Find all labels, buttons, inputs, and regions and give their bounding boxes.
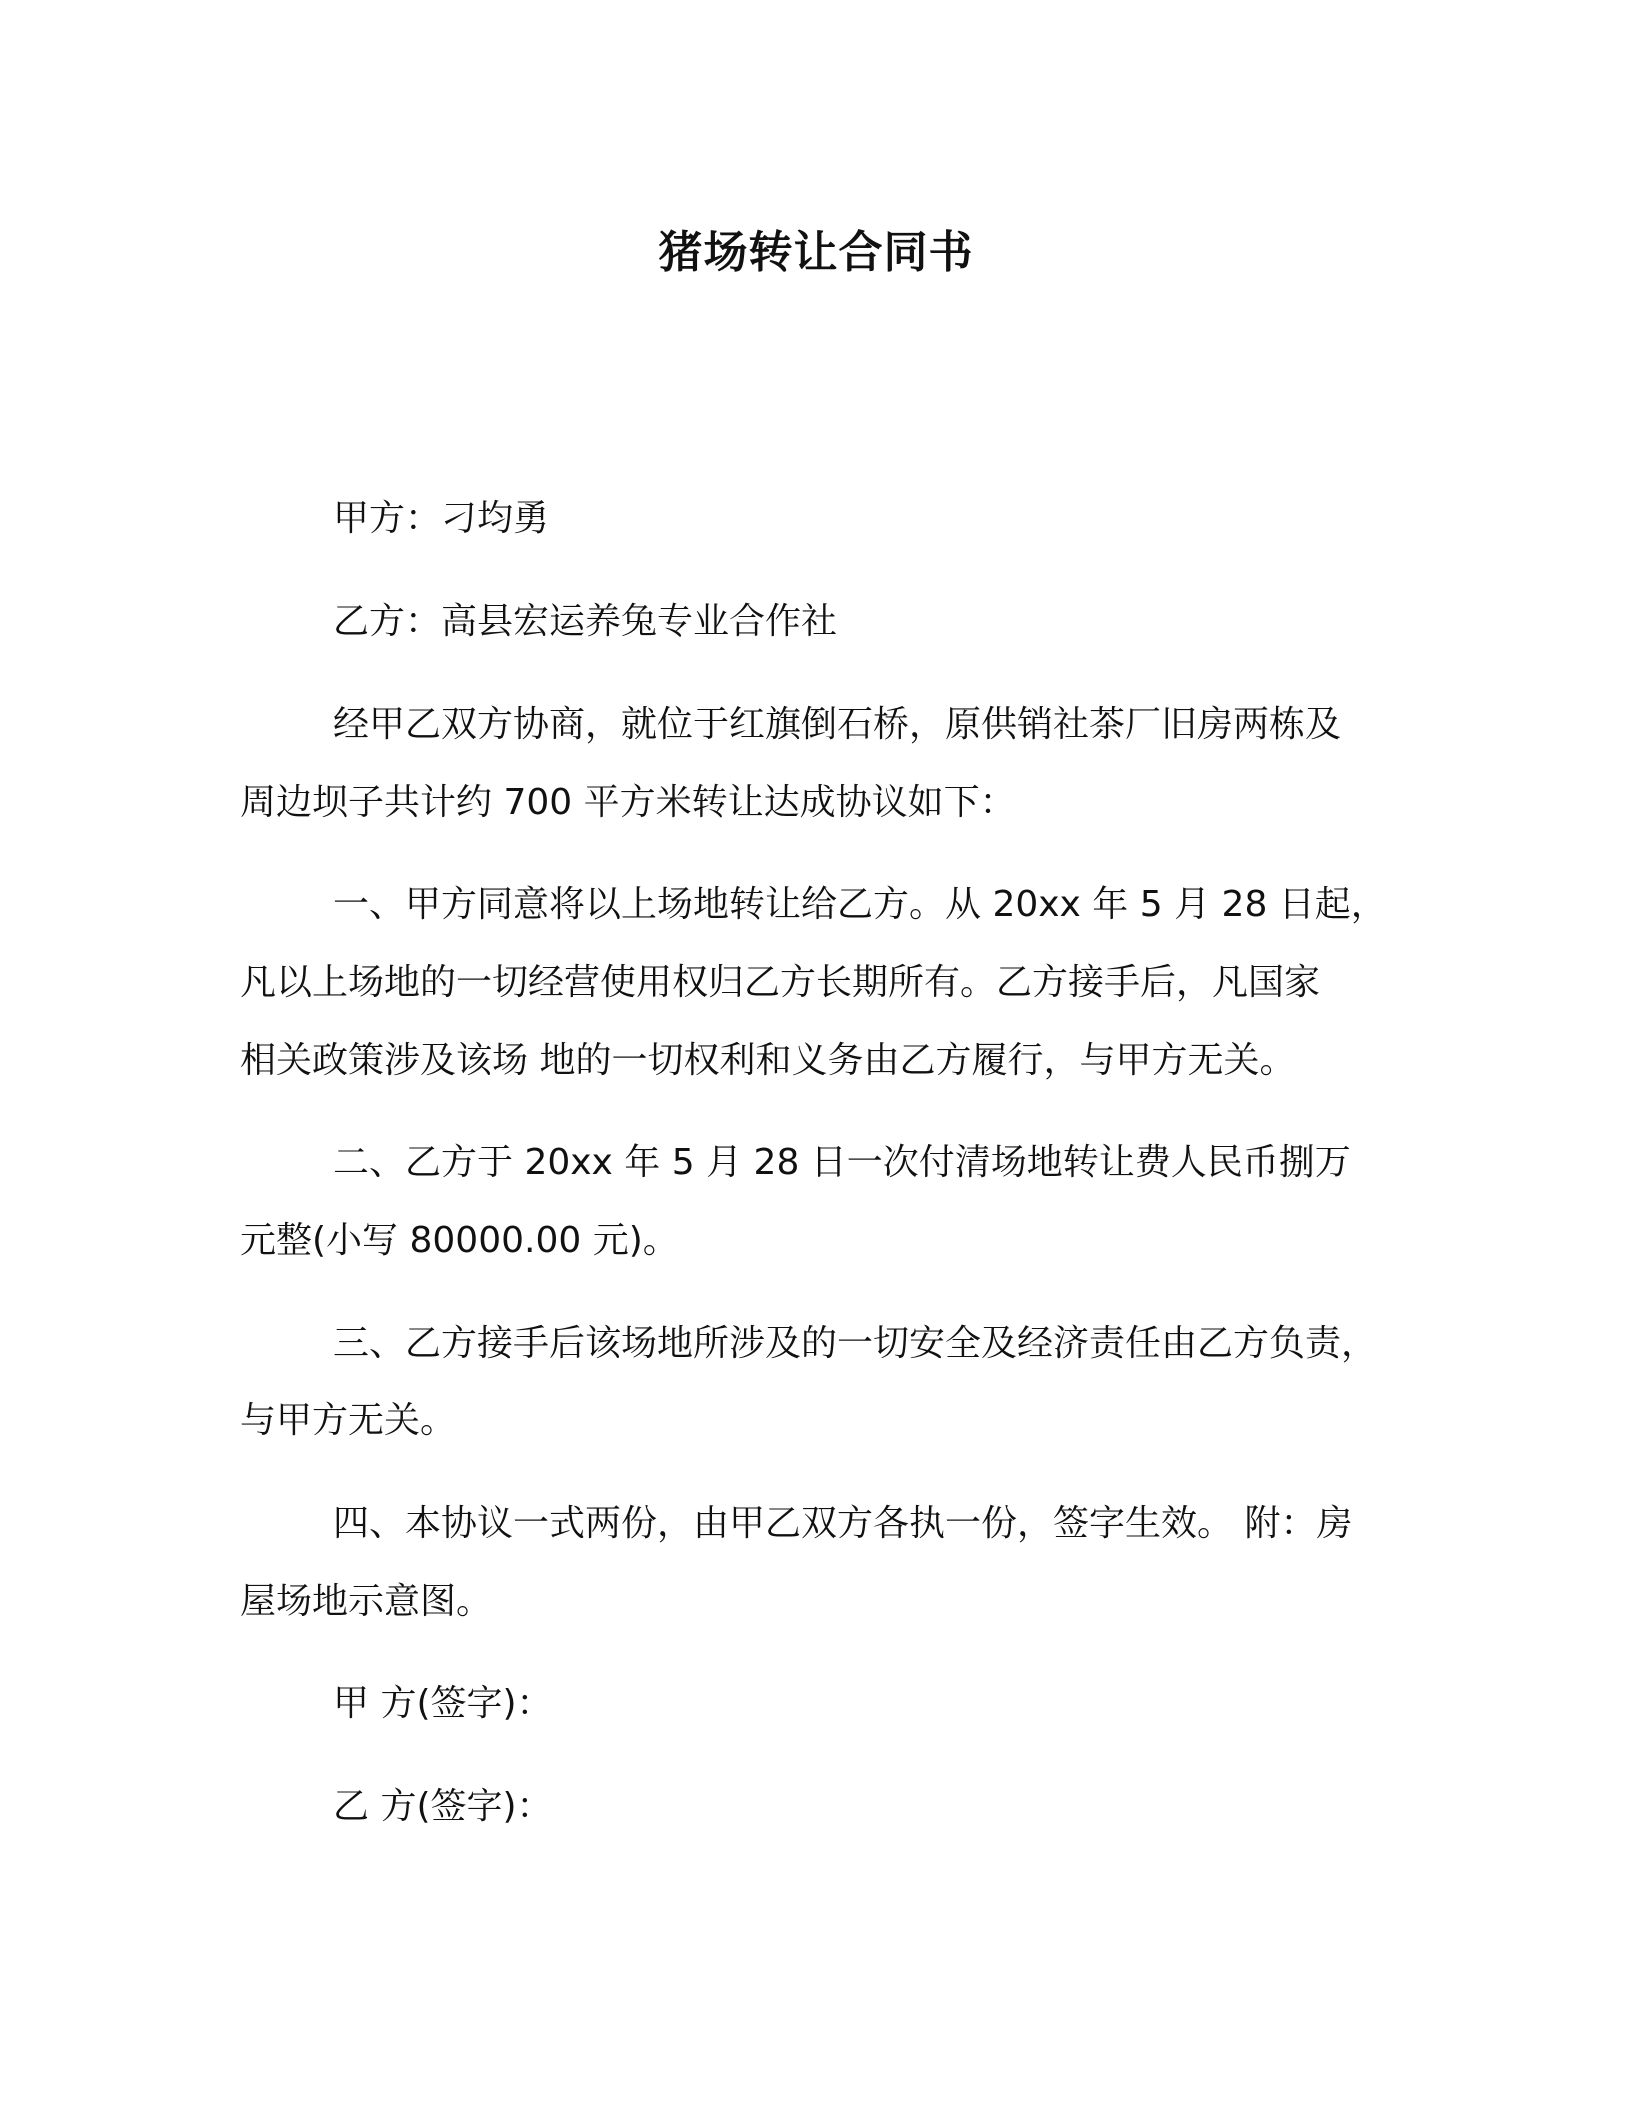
signature-b-line: 乙 方(签字)：: [333, 1786, 553, 1827]
clause4-line-1: 四、本协议一式两份，由甲乙双方各执一份，签字生效。 附：房: [333, 1503, 1353, 1544]
clause4-line-2: 屋场地示意图。: [240, 1581, 493, 1622]
clause2-line-2: 元整(小写 80000.00 元)。: [240, 1220, 679, 1261]
clause3-line-2: 与甲方无关。: [240, 1400, 457, 1441]
clause1-line-1: 一、甲方同意将以上场地转让给乙方。从 20xx 年 5 月 28 日起，: [333, 884, 1387, 925]
clause2-line-1: 二、乙方于 20xx 年 5 月 28 日一次付清场地转让费人民币捌万: [333, 1142, 1351, 1183]
clause3-line-1: 三、乙方接手后该场地所涉及的一切安全及经济责任由乙方负责，: [333, 1323, 1378, 1364]
intro-line-2: 周边坝子共计约 700 平方米转让达成协议如下：: [240, 782, 1016, 823]
party-a-line: 甲方：刁均勇: [333, 498, 550, 539]
party-b-line: 乙方：高县宏运养兔专业合作社: [333, 601, 838, 642]
clause1-line-3: 相关政策涉及该场 地的一切权利和义务由乙方履行，与甲方无关。: [240, 1040, 1296, 1081]
signature-a-line: 甲 方(签字)：: [333, 1683, 553, 1724]
intro-line-1: 经甲乙双方协商，就位于红旗倒石桥，原供销社茶厂旧房两栋及: [333, 704, 1342, 745]
document-title: 猪场转让合同书: [658, 227, 974, 278]
clause1-line-2: 凡以上场地的一切经营使用权归乙方长期所有。乙方接手后，凡国家: [240, 962, 1321, 1003]
